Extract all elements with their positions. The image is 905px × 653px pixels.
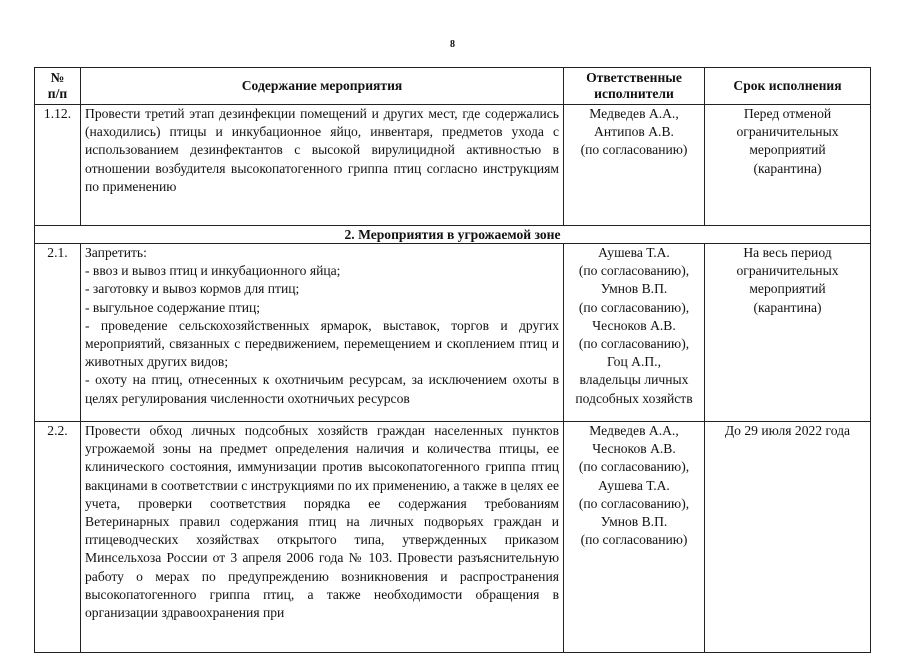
responsible-line: Антипов А.В. — [594, 124, 674, 140]
header-content: Содержание мероприятия — [81, 68, 564, 105]
content-paragraph: Провести обход личных подсобных хозяйств граждан населенных пунктов угрожаемой зоны на предмет определения наличия и количества птицы, ее клинического состояния, иммунизации против высокопатогенного гриппа птиц вакцинами в соответствии с инструкциями по их применению, а также в целях ее учета, проверки соответствия порядка ее содержания требованиям Ветеринарных правил содержания птиц на личных подворьях граждан и птицеводческих хозяйствах открытого типа, утвержденных приказом Минсельхоза России от 3 апреля 2006 года № 103. Провести разъяснительную работу о мерах по предупреждению возникновения и распространения высокопатогенного гриппа птиц, а также необходимости обращения в организации здравоохранения при — [85, 423, 559, 621]
header-number-line-2: п/п — [47, 86, 68, 101]
responsible-line: Чесноков А.В. — [592, 441, 676, 457]
term-line: ограничительных — [736, 124, 839, 140]
responsible-line: (по согласованию), — [578, 336, 690, 352]
responsible-line: (по согласованию) — [580, 142, 688, 158]
term-line: Перед отменой — [743, 106, 832, 121]
responsible-line: Умнов В.П. — [600, 281, 668, 297]
content-paragraph: - выгульное содержание птиц; — [85, 299, 261, 315]
content-paragraph: Запретить: — [85, 245, 147, 260]
row-responsible — [564, 422, 705, 653]
term-line: мероприятий — [749, 281, 826, 297]
content-paragraph: - охоту на птиц, отнесенных к охотничьим ресурсам, за исключением охоты в целях регулирования численности охотничьих ресурсов — [85, 372, 559, 406]
header-responsible-line-1: Ответственные — [586, 70, 682, 85]
row-term — [705, 105, 871, 226]
header-responsible-line-2: исполнители — [594, 86, 674, 101]
term-line: ограничительных — [736, 263, 839, 279]
responsible-line: (по согласованию), — [578, 459, 690, 475]
responsible-line: (по согласованию), — [578, 495, 690, 511]
row-content — [81, 422, 564, 653]
row-responsible — [564, 244, 705, 422]
measures-table — [34, 67, 871, 653]
row-term — [705, 422, 871, 653]
responsible-line: Умнов В.П. — [600, 514, 668, 530]
responsible-line: Аушева Т.А. — [598, 477, 670, 493]
table-row — [35, 105, 871, 226]
row-responsible — [564, 105, 705, 226]
row-number: 2.1. — [35, 244, 81, 422]
header-term: Срок исполнения — [705, 68, 871, 105]
header-responsible — [564, 68, 705, 105]
responsible-line: Медведев А.А., — [589, 423, 679, 438]
term-line: (карантина) — [753, 299, 822, 315]
responsible-line: Аушева Т.А. — [598, 245, 670, 260]
responsible-line: подсобных хозяйств — [575, 390, 693, 406]
header-number — [35, 68, 81, 105]
table-row — [35, 422, 871, 653]
term-line: мероприятий — [749, 142, 826, 158]
responsible-line: (по согласованию), — [578, 263, 690, 279]
responsible-line: (по согласованию), — [578, 299, 690, 315]
term-line: До 29 июля 2022 года — [724, 423, 851, 438]
row-content — [81, 105, 564, 226]
content-paragraph: - заготовку и вывоз кормов для птиц; — [85, 281, 300, 297]
responsible-line: владельцы личных — [579, 372, 689, 388]
row-number: 1.12. — [35, 105, 81, 226]
header-number-line-1: № — [50, 70, 65, 85]
row-content — [81, 244, 564, 422]
table-row — [35, 244, 871, 422]
page-number: 8 — [450, 39, 455, 50]
responsible-line: Чесноков А.В. — [592, 317, 676, 333]
term-line: На весь период — [743, 245, 832, 260]
content-paragraph: - ввоз и вывоз птиц и инкубационного яйца; — [85, 263, 341, 279]
row-term — [705, 244, 871, 422]
section-row — [35, 226, 871, 244]
content-paragraph: - проведение сельскохозяйственных ярмарок, выставок, торгов и других мероприятий, связанных с передвижением, перемещением и скоплением птиц и животных других видов; — [85, 317, 559, 370]
table-header-row — [35, 68, 871, 105]
responsible-line: (по согласованию) — [580, 532, 688, 548]
responsible-line: Медведев А.А., — [589, 106, 679, 121]
responsible-line: Гоц А.П., — [607, 354, 661, 370]
row-number: 2.2. — [35, 422, 81, 653]
section-title: 2. Мероприятия в угрожаемой зоне — [35, 226, 871, 244]
term-line: (карантина) — [753, 160, 822, 176]
content-paragraph: Провести третий этап дезинфекции помещений и других мест, где содержались (находились) птицы и инкубационное яйцо, инвентаря, предметов ухода с использованием дезинфектантов с высокой вирулицидной активностью в отношении возбудителя высокопатогенного гриппа птиц согласно инструкциям по применению — [85, 106, 559, 194]
